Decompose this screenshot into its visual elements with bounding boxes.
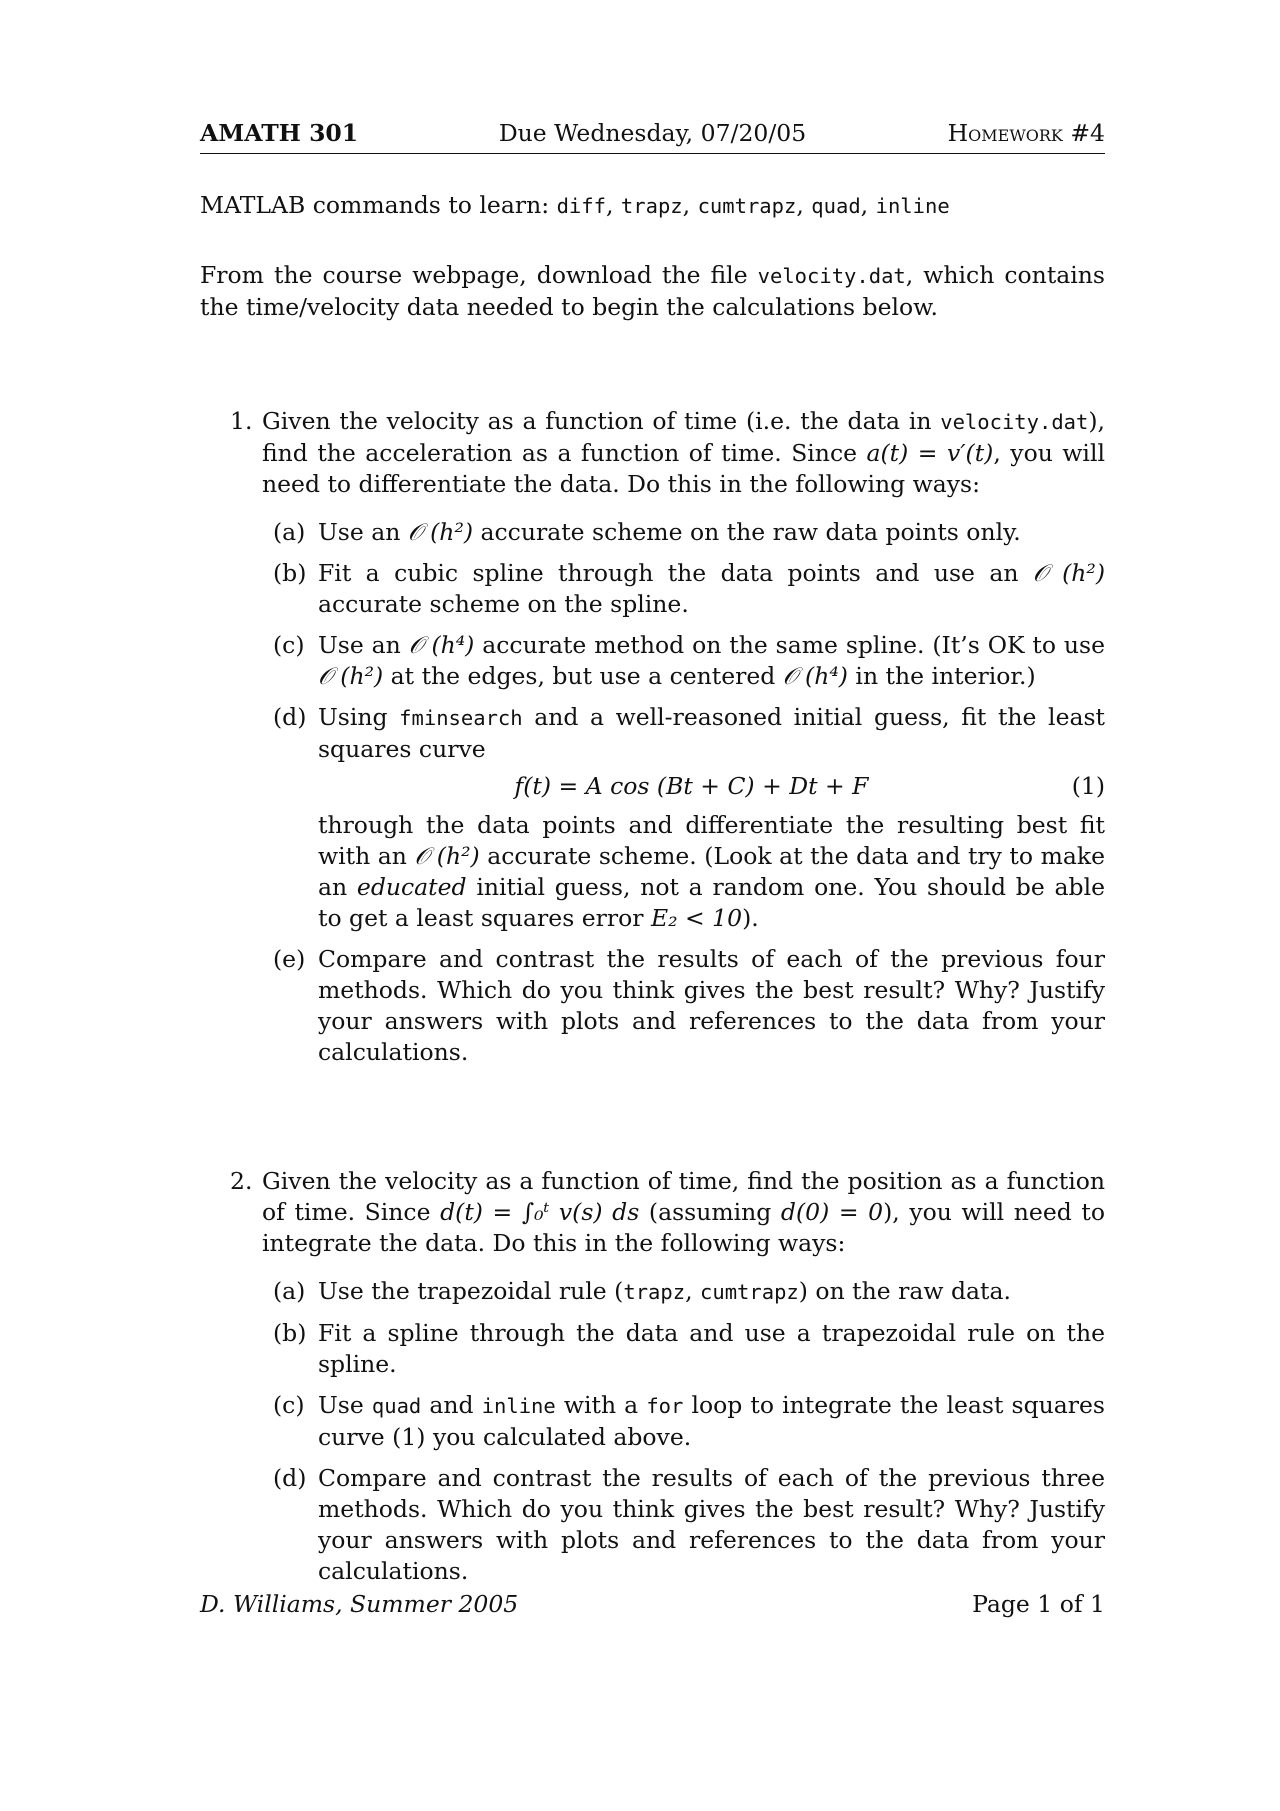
command-inline: inline bbox=[481, 1394, 556, 1418]
item-text: Using bbox=[318, 703, 400, 731]
item-text: and a well-reasoned initial guess, fit the least squares curve bbox=[318, 703, 1105, 763]
problem-1-statement bbox=[262, 406, 1105, 500]
big-o-notation: 𝒪 (h²) bbox=[1032, 559, 1105, 587]
command-for: for bbox=[646, 1394, 684, 1418]
document-page bbox=[200, 118, 1105, 1597]
item-text: Use an bbox=[318, 518, 408, 546]
command-inline: inline bbox=[875, 194, 950, 218]
equation-body: f(t) = A cos (Bt + C) + Dt + F bbox=[514, 772, 869, 800]
p2-text-3: ), you will need to integrate the data. Do this in the following ways: bbox=[262, 1198, 1105, 1257]
list-item bbox=[273, 1318, 1105, 1380]
math-at: a(t) bbox=[866, 439, 909, 467]
big-o-notation: 𝒪 (h²) bbox=[414, 842, 480, 870]
item-label: (a) bbox=[273, 518, 306, 546]
item-text: ) on the raw data. bbox=[798, 1277, 1011, 1305]
page-header bbox=[200, 118, 1105, 154]
math-integral: d(t) = ∫₀ᵗ v(s) ds bbox=[440, 1198, 640, 1226]
item-text: with a bbox=[555, 1391, 647, 1419]
item-label: (c) bbox=[273, 631, 305, 659]
course-code: AMATH 301 bbox=[200, 119, 359, 147]
item-label: (e) bbox=[273, 945, 306, 973]
intro-text-1: From the course webpage, download the file bbox=[200, 261, 758, 289]
problem-number: 2. bbox=[230, 1167, 253, 1195]
item-text: accurate scheme on the raw data points only. bbox=[473, 518, 1021, 546]
big-o-notation: 𝒪 (h²) bbox=[318, 662, 384, 690]
footer-author: D. Williams, Summer 2005 bbox=[200, 1590, 519, 1618]
item-label: (c) bbox=[273, 1391, 305, 1419]
intro-text-2: , which contains the time/velocity data needed to begin the calculations below. bbox=[200, 261, 1105, 321]
item-text: Fit a spline through the data and use a trapezoidal rule on the spline. bbox=[318, 1319, 1105, 1378]
problem-2-statement bbox=[262, 1166, 1105, 1259]
math-vprime: v′(t) bbox=[946, 439, 994, 467]
item-text: through the data points and differentiate the resulting best fit with an bbox=[318, 811, 1105, 870]
filename: velocity.dat bbox=[757, 264, 906, 288]
item-text: Use the trapezoidal rule ( bbox=[318, 1277, 624, 1305]
item-text: accurate method on the same spline. (It’s OK to use bbox=[474, 631, 1106, 659]
item-text: Use bbox=[318, 1391, 372, 1419]
problem-1 bbox=[230, 406, 1105, 1078]
error-bound: E₂ < 10 bbox=[650, 904, 743, 932]
item-text: Use an bbox=[318, 631, 409, 659]
problem-number: 1. bbox=[230, 407, 253, 435]
list-item bbox=[273, 1276, 1105, 1308]
commands-line: MATLAB commands to learn: diff, trapz, cumtrapz, quad, inline bbox=[200, 191, 950, 219]
item-label: (b) bbox=[273, 1319, 307, 1347]
command-quad: quad bbox=[811, 194, 861, 218]
command-cumtrapz: cumtrapz bbox=[697, 194, 797, 218]
item-label: (d) bbox=[273, 1464, 307, 1492]
problem-1-sublist bbox=[273, 517, 1105, 1068]
item-text: accurate scheme. (Look at the data and try to make an bbox=[318, 842, 1106, 901]
list-item bbox=[273, 1390, 1105, 1453]
assignment-title: Homework #4 bbox=[947, 119, 1105, 147]
list-item bbox=[273, 558, 1105, 620]
list-item bbox=[273, 517, 1105, 548]
p2-text-2: (assuming bbox=[639, 1198, 781, 1226]
item-label: (a) bbox=[273, 1277, 306, 1305]
item-text: ). bbox=[742, 904, 759, 932]
command-fminsearch: fminsearch bbox=[399, 706, 523, 730]
p2-text-1: Given the velocity as a function of time, find the position as a function of time. Since bbox=[262, 1167, 1105, 1226]
intro-paragraph bbox=[200, 260, 1105, 323]
commands-prefix: MATLAB commands to learn: bbox=[200, 191, 557, 219]
equation-number: (1) bbox=[1071, 772, 1105, 800]
separator: , bbox=[685, 1277, 701, 1305]
due-date: Due Wednesday, 07/20/05 bbox=[498, 119, 807, 147]
list-item bbox=[273, 1463, 1105, 1587]
equals: = bbox=[908, 439, 947, 467]
item-text: Compare and contrast the results of each of the previous three methods. Which do you think gives the best result? Why? Justify your answers with plots and references to the data from your calculations. bbox=[318, 1464, 1105, 1585]
page-number: Page 1 of 1 bbox=[972, 1590, 1105, 1618]
command-cumtrapz: cumtrapz bbox=[700, 1280, 799, 1304]
equation-1 bbox=[318, 771, 1105, 802]
item-text: at the edges, but use a centered bbox=[383, 662, 783, 690]
item-label: (d) bbox=[273, 703, 307, 731]
math-d0: d(0) = 0 bbox=[780, 1198, 884, 1226]
filename: velocity.dat bbox=[940, 410, 1089, 434]
item-text: Compare and contrast the results of each of the previous four methods. Which do you think gives the best result? Why? Justify your answers with plots and references to the data from your calculations. bbox=[318, 945, 1105, 1066]
emphasis-educated: educated bbox=[356, 873, 467, 901]
list-item bbox=[273, 702, 1105, 934]
item-text: accurate scheme on the spline. bbox=[318, 590, 689, 618]
item-text: and bbox=[421, 1391, 482, 1419]
command-trapz: trapz bbox=[620, 194, 683, 218]
item-text: in the interior.) bbox=[847, 662, 1036, 690]
p1-text-3: , you will need to differentiate the data. Do this in the following ways: bbox=[262, 439, 1105, 498]
command-quad: quad bbox=[371, 1394, 422, 1418]
list-item bbox=[273, 630, 1105, 692]
command-diff: diff bbox=[556, 194, 606, 218]
p1-text-1: Given the velocity as a function of time (i.e. the data in bbox=[262, 407, 941, 435]
big-o-notation: 𝒪 (h²) bbox=[407, 518, 474, 546]
command-trapz: trapz bbox=[623, 1280, 686, 1304]
p1-text-2: ), find the acceleration as a function of time. Since bbox=[262, 407, 1105, 467]
page-footer bbox=[200, 1590, 1105, 1618]
item-text: Fit a cubic spline through the data points and use an bbox=[318, 559, 1033, 587]
list-item bbox=[273, 944, 1105, 1068]
item-label: (b) bbox=[273, 559, 307, 587]
problem-2-sublist bbox=[273, 1276, 1105, 1587]
big-o-notation: 𝒪 (h⁴) bbox=[782, 662, 848, 690]
problem-2 bbox=[230, 1166, 1105, 1597]
item-text: initial guess, not a random one. You should be able to get a least squares error bbox=[318, 873, 1106, 932]
big-o-notation: 𝒪 (h⁴) bbox=[408, 631, 475, 659]
item-text: loop to integrate the least squares curve (1) you calculated above. bbox=[318, 1391, 1105, 1451]
